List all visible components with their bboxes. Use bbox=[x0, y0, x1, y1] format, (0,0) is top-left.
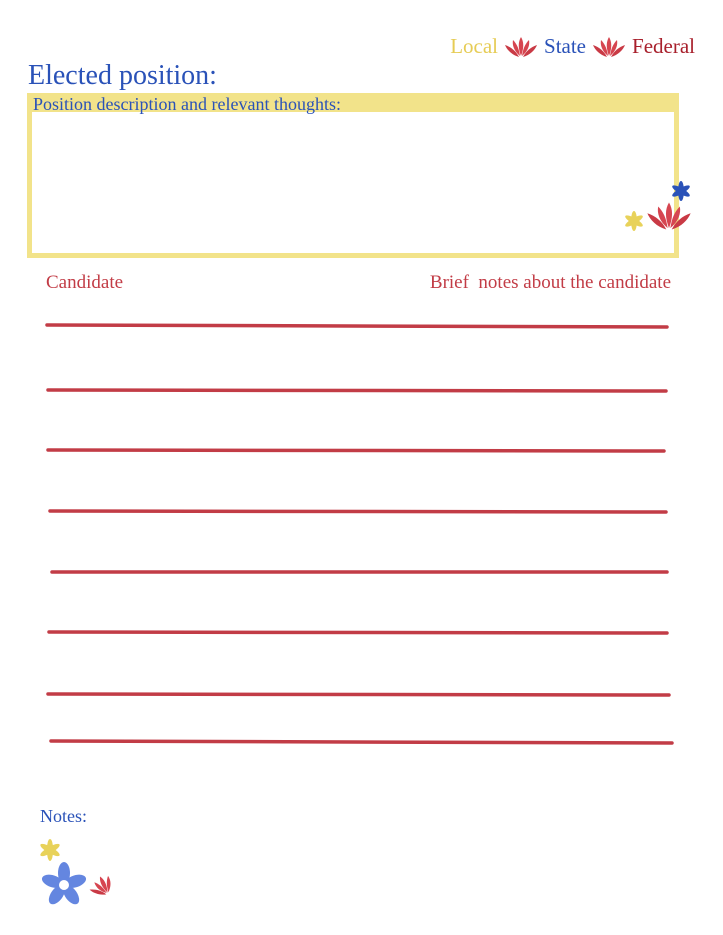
ruled-line bbox=[48, 390, 666, 391]
lotus-icon bbox=[88, 870, 120, 900]
ruled-line bbox=[52, 572, 667, 573]
page-title: Elected position: bbox=[28, 60, 217, 91]
ruled-line bbox=[50, 511, 666, 512]
blue-flower-icon bbox=[40, 862, 88, 908]
ruled-line bbox=[48, 450, 664, 451]
yellow-star-flower-icon bbox=[36, 836, 64, 864]
legend-state: State bbox=[544, 34, 587, 58]
legend-federal: Federal bbox=[632, 34, 695, 58]
ruled-line bbox=[47, 325, 667, 327]
candidate-column-header: Candidate bbox=[46, 272, 124, 293]
ruled-line bbox=[49, 632, 667, 633]
notes-label: Notes: bbox=[40, 806, 87, 826]
description-label: Position description and relevant thoughts: bbox=[33, 94, 341, 114]
notes-column-header: Brief notes about the candidate bbox=[429, 272, 671, 293]
ruled-line bbox=[51, 741, 672, 743]
ruled-line bbox=[48, 694, 669, 695]
legend-local: Local bbox=[450, 34, 499, 58]
